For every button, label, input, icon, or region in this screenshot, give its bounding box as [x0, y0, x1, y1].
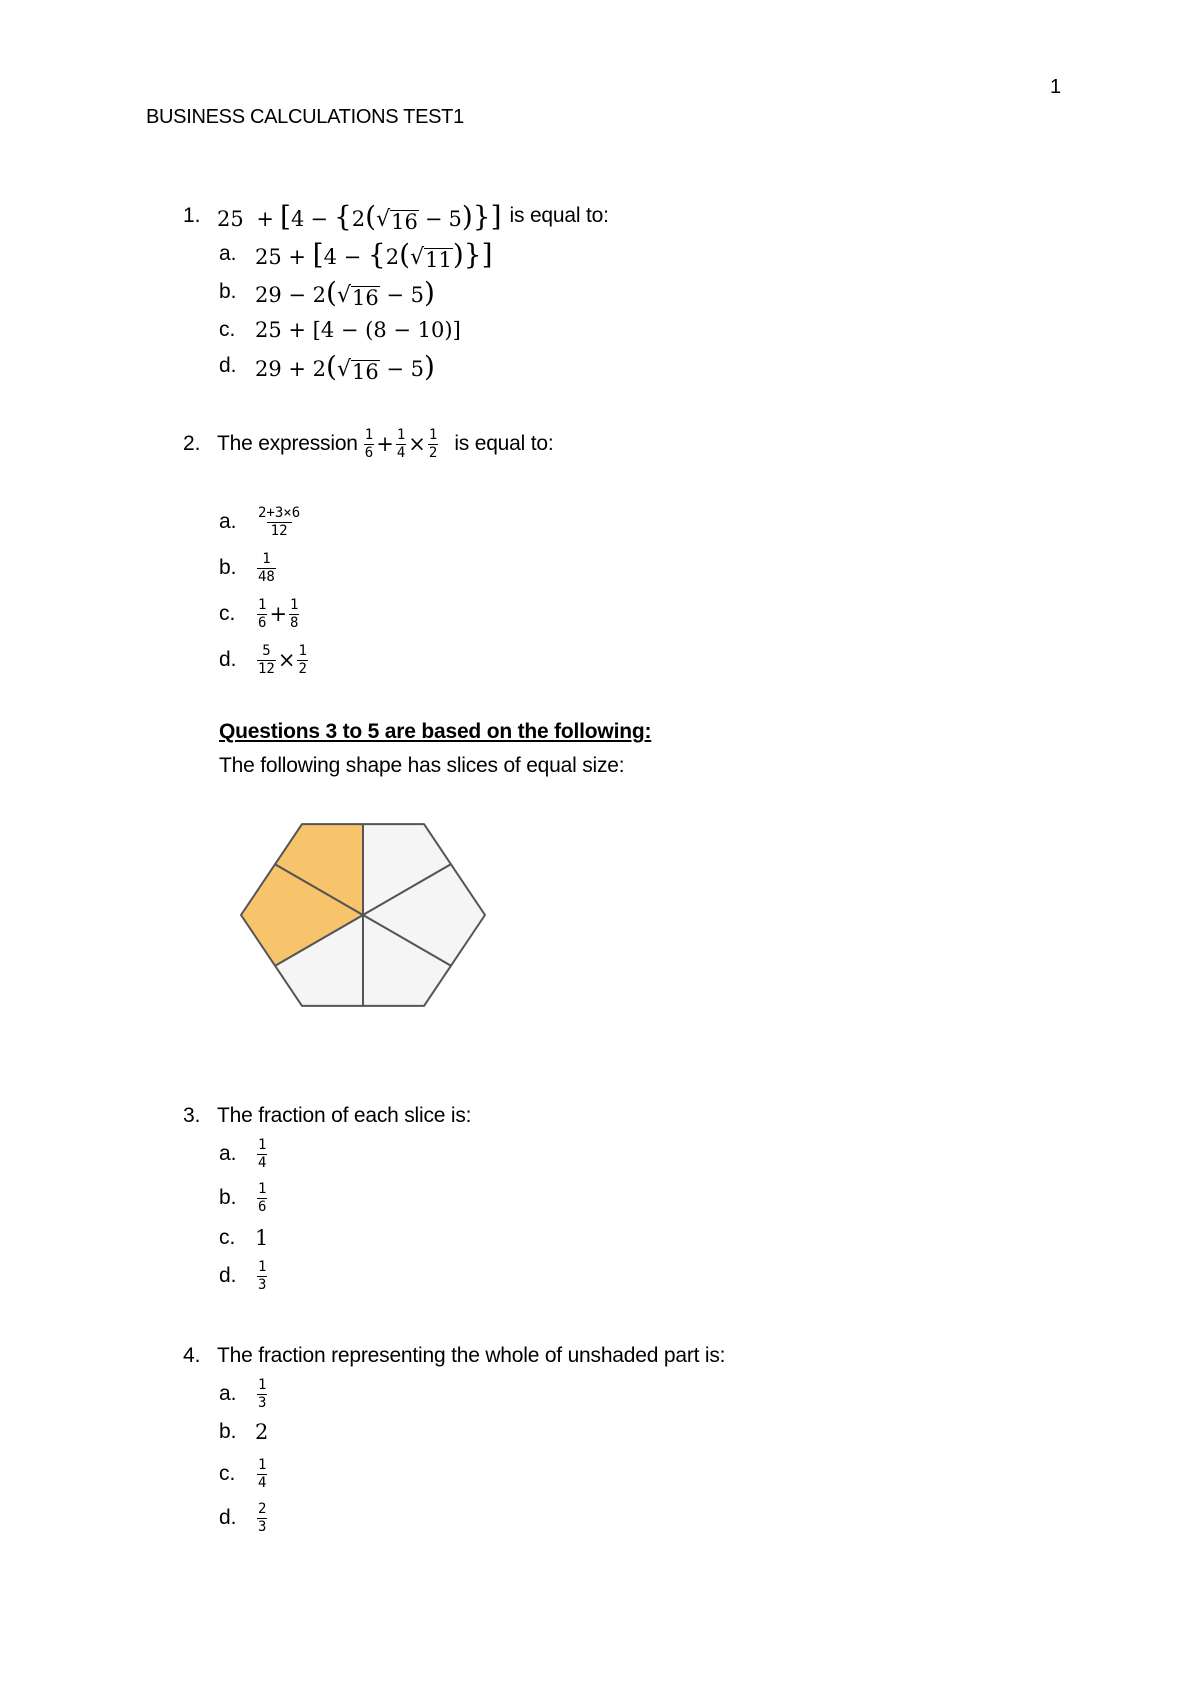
q1-bracket-open: [ — [280, 199, 291, 233]
operator: + — [269, 602, 288, 626]
option-label: d. — [219, 1506, 237, 1529]
option-label: a. — [219, 1142, 237, 1165]
fraction: $\frac{1}{4}$ — [258, 1456, 267, 1491]
q1-operator: − — [424, 206, 443, 231]
fraction: $\frac{1}{6}$ — [258, 596, 267, 631]
hexagon-shape — [230, 800, 500, 1040]
fraction: $\frac{1}{2}$ — [428, 426, 438, 461]
operator: + — [376, 432, 394, 456]
option-term: − 5 — [379, 282, 425, 307]
option-label: a. — [219, 242, 237, 265]
section-intro: The following shape has slices of equal size: — [219, 754, 625, 777]
q1-brace-close: } — [472, 199, 491, 233]
question-number: 3. — [183, 1104, 201, 1127]
q2-option-d[interactable] — [219, 638, 310, 682]
option-expression: 29 − 2( √ 16 − 5) — [255, 275, 435, 310]
fraction: $\frac{2}{3}$ — [258, 1500, 267, 1535]
fraction: $\frac{1}{3}$ — [258, 1258, 267, 1293]
option-label: d. — [219, 1264, 237, 1287]
fraction: $\frac{1}{8}$ — [290, 596, 299, 631]
question-4 — [183, 1340, 725, 1372]
q1-term: 4 — [290, 206, 305, 231]
option-expression: 29 + 2( √ 16 − 5) — [255, 349, 435, 384]
operator: × — [277, 648, 296, 672]
question-2 — [183, 424, 553, 464]
question-number: 2. — [183, 432, 201, 455]
option-label: c. — [219, 602, 236, 625]
option-label: a. — [219, 510, 237, 533]
q1-term: 5 — [448, 206, 462, 231]
fraction: $\frac{5}{12}$ — [258, 642, 275, 677]
operator: × — [408, 432, 426, 456]
page-number: 1 — [1050, 76, 1062, 98]
option-term: 29 + 2 — [255, 356, 327, 381]
option-term: 29 − 2 — [255, 282, 327, 307]
q1-brace-open: { — [333, 199, 352, 233]
q1-operator: + — [256, 206, 275, 231]
document-header: BUSINESS CALCULATIONS TEST1 — [146, 106, 464, 128]
q3-option-c[interactable] — [219, 1222, 268, 1254]
fraction: $\frac{1}{4}$ — [396, 426, 406, 461]
q2-option-b[interactable] — [219, 546, 278, 590]
q1-option-b[interactable] — [219, 276, 435, 308]
option-label: c. — [219, 318, 236, 341]
section-title: Questions 3 to 5 are based on the following: — [219, 720, 652, 743]
option-value: 2 — [255, 1420, 269, 1444]
option-term: 4 − — [323, 244, 368, 269]
q1-sqrt: √ 16 — [376, 206, 418, 234]
q1-term: 25 — [217, 206, 244, 231]
q2-option-a[interactable] — [219, 500, 303, 544]
fraction: $\frac{1}{6}$ — [364, 426, 374, 461]
fraction: $\frac{1}{4}$ — [258, 1136, 267, 1171]
q4-option-c[interactable] — [219, 1452, 269, 1496]
option-expression: 25 + [4 − {2( √ 11 )}] — [255, 237, 493, 272]
q4-option-d[interactable] — [219, 1496, 269, 1540]
question-text-suffix: is equal to: — [454, 432, 554, 455]
option-term: 25 + — [255, 244, 313, 269]
q1-paren-open: ( — [365, 199, 377, 233]
fraction: $\frac{1}{48}$ — [258, 550, 275, 585]
question-number: 4. — [183, 1344, 201, 1367]
question-text: The fraction of each slice is: — [217, 1104, 472, 1127]
option-expression: 25 + [4 − (8 − 10)] — [255, 318, 461, 342]
q1-option-c[interactable] — [219, 314, 461, 346]
option-value: 1 — [255, 1226, 269, 1250]
fraction: $\frac{1}{2}$ — [298, 642, 307, 677]
q1-expression — [217, 200, 502, 233]
option-radicand: 16 — [352, 285, 379, 310]
q1-radicand: 16 — [391, 209, 418, 234]
option-label: b. — [219, 1420, 237, 1443]
option-label: c. — [219, 1226, 236, 1249]
q4-option-a[interactable] — [219, 1372, 269, 1416]
q1-option-d[interactable] — [219, 350, 435, 382]
q3-option-b[interactable] — [219, 1176, 269, 1220]
fraction: $\frac{2+3\times 6}{12}$ — [258, 504, 301, 539]
question-number: 1. — [183, 204, 201, 227]
q2-option-c[interactable] — [219, 592, 301, 636]
option-label: a. — [219, 1382, 237, 1405]
option-label: b. — [219, 280, 237, 303]
option-term: 2 — [385, 244, 400, 269]
question-text: The fraction representing the whole of unshaded part is: — [217, 1344, 726, 1367]
question-text: is equal to: — [509, 204, 609, 227]
option-term: − 5 — [379, 356, 425, 381]
option-label: d. — [219, 648, 237, 671]
q1-bracket-close: ] — [490, 199, 502, 233]
fraction: $\frac{1}{6}$ — [258, 1180, 267, 1215]
option-label: b. — [219, 556, 237, 579]
question-1 — [183, 200, 609, 232]
option-label: d. — [219, 354, 237, 377]
q3-option-d[interactable] — [219, 1254, 269, 1298]
q1-operator: − — [310, 206, 328, 231]
q3-option-a[interactable] — [219, 1132, 269, 1176]
option-label: b. — [219, 1186, 237, 1209]
option-label: c. — [219, 1462, 236, 1485]
question-3 — [183, 1100, 471, 1132]
fraction: $\frac{1}{3}$ — [258, 1376, 267, 1411]
option-radicand: 16 — [352, 359, 379, 384]
q4-option-b[interactable] — [219, 1416, 268, 1448]
q1-term: 2 — [351, 206, 366, 231]
q1-paren-close: ) — [461, 199, 473, 233]
q1-option-a[interactable] — [219, 238, 493, 270]
question-text-prefix: The expression — [217, 432, 358, 455]
option-radicand: 11 — [425, 247, 452, 272]
